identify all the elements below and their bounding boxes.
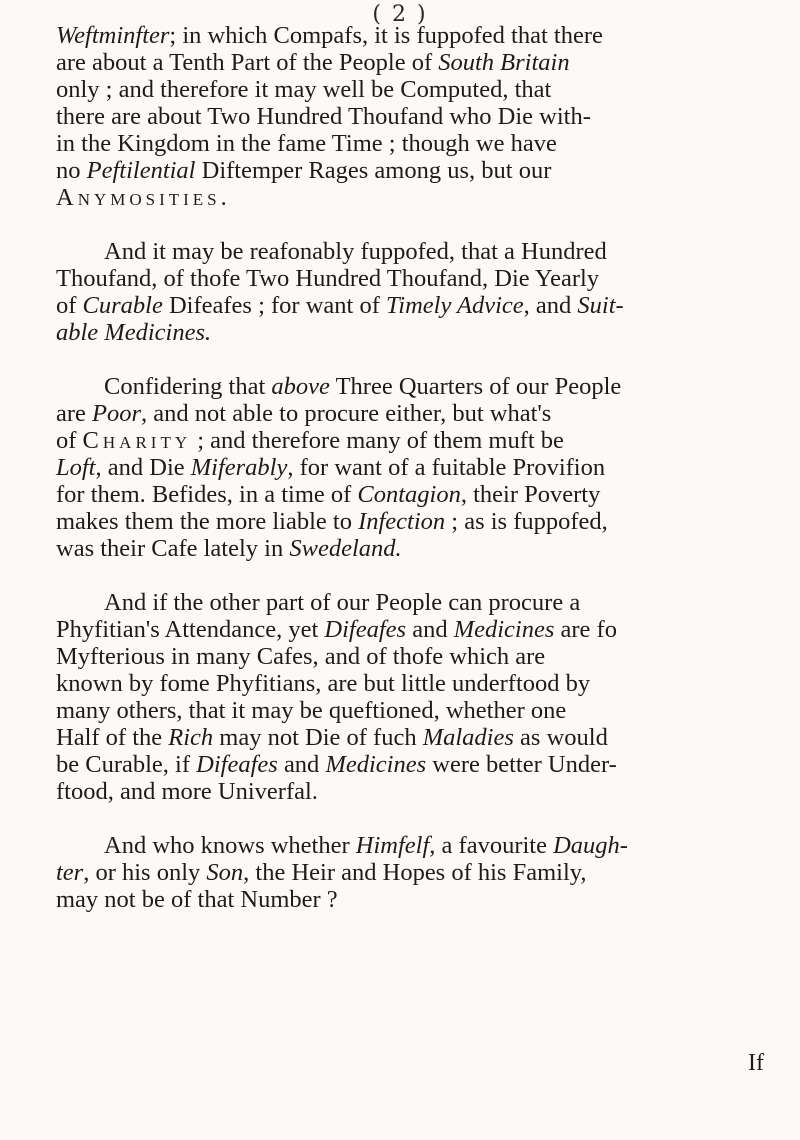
text-segment: ; in which Compafs, it is fuppofed that there [169,22,603,49]
text-line [56,157,766,184]
text-segment: are fo [554,616,617,643]
text-line [56,76,766,103]
text-line [56,22,766,49]
text-line [56,535,766,562]
paragraph [56,589,766,805]
text-segment: of [56,427,83,454]
italic-text: Peftilential [86,157,196,184]
text-line [56,832,766,859]
italic-text: South Britain [438,49,570,76]
text-segment: ; and therefore many of them muft be [191,427,564,454]
italic-text: Miferably [190,454,288,481]
text-segment: as would [513,724,608,751]
italic-text: Himfelf [355,832,430,859]
text-segment: was their Cafe lately in [56,535,290,562]
text-segment: Myfterious in many Cafes, and of thofe which are [56,643,546,670]
italic-text: Weftminfter [56,22,170,49]
text-line [56,238,766,265]
text-segment: , the Heir and Hopes of his Family, [243,859,587,886]
text-segment: , and Die [95,454,191,481]
text-segment: Phyfitian's Attendance, yet [56,616,325,643]
paragraph-gap [56,805,766,832]
italic-text: Infection [358,508,446,535]
page-number: ( 2 ) [372,2,428,27]
italic-text: Contagion [357,481,461,508]
small-caps-text: Charity [82,427,192,454]
text-line [56,508,766,535]
text-segment: ftood, and more Univerfal. [56,778,318,805]
text-segment: may not Die of fuch [213,724,423,751]
paragraph-gap [56,346,766,373]
italic-text: Poor [92,400,142,427]
italic-text: Loft [56,454,96,481]
text-line [56,697,766,724]
italic-text: Curable [82,292,163,319]
text-segment: be Curable, if [56,751,197,778]
text-segment: are about a Tenth Part of the People of [56,49,439,76]
small-caps-text: Anymosities. [56,184,231,211]
catchword: If [748,1050,764,1076]
italic-text: Difeafes [196,751,278,778]
italic-text: ter [56,859,84,886]
italic-text: Medicines [453,616,555,643]
text-line [56,427,766,454]
text-line [56,400,766,427]
text-segment: , for want of a fuitable Provifion [287,454,606,481]
italic-text: Son [206,859,244,886]
text-segment: Confidering that [104,373,272,400]
text-segment: And who knows whether [104,832,356,859]
italic-text: Suit- [577,292,624,319]
text-segment: Diftemper Rages among us, but our [195,157,552,184]
text-line [56,130,766,157]
italic-text: above [271,373,330,400]
text-segment: And if the other part of our People can procure a [104,589,581,616]
text-segment: may not be of that Number ? [56,886,338,913]
text-segment: are [56,400,93,427]
text-line [56,184,766,211]
text-line [56,886,766,913]
paragraph [56,373,766,562]
italic-text: Swedeland. [289,535,402,562]
text-line [56,670,766,697]
italic-text: able Medicines. [56,319,212,346]
text-line [56,49,766,76]
text-segment: no [56,157,87,184]
text-segment: , and [523,292,578,319]
paragraph [56,22,766,211]
text-line [56,778,766,805]
text-segment: of [56,292,83,319]
text-segment: makes them the more liable to [56,508,359,535]
text-segment: and [406,616,454,643]
text-line [56,265,766,292]
paragraph-gap [56,211,766,238]
text-line [56,481,766,508]
text-segment: there are about Two Hundred Thoufand who Die with- [56,103,591,130]
text-line [56,616,766,643]
text-segment: Three Quarters of our People [329,373,622,400]
text-segment: , or his only [83,859,207,886]
text-line [56,373,766,400]
text-line [56,724,766,751]
body-text [56,22,766,913]
text-segment: and [277,751,326,778]
text-line [56,292,766,319]
text-line [56,751,766,778]
italic-text: Daugh- [553,832,628,859]
text-segment: And it may be reafonably fuppofed, that a Hundred [104,238,607,265]
text-segment: ; as is fuppofed, [445,508,608,535]
text-line [56,589,766,616]
text-line [56,454,766,481]
text-segment: known by fome Phyfitians, are but little underftood by [56,670,591,697]
text-line [56,643,766,670]
text-line [56,103,766,130]
paragraph [56,238,766,346]
paragraph-gap [56,562,766,589]
text-segment: for them. Befides, in a time of [56,481,358,508]
italic-text: Rich [168,724,214,751]
italic-text: Difeafes [324,616,407,643]
paragraph [56,832,766,913]
italic-text: Maladies [422,724,514,751]
text-segment: many others, that it may be queftioned, whether one [56,697,567,724]
text-line [56,319,766,346]
italic-text: Medicines [325,751,427,778]
italic-text: Timely Advice [386,292,524,319]
text-segment: , and not able to procure either, but what's [141,400,552,427]
text-segment: only ; and therefore it may well be Computed, that [56,76,552,103]
text-segment: , a favourite [429,832,554,859]
text-segment: Half of the [56,724,169,751]
text-segment: Thoufand, of thofe Two Hundred Thoufand, Die Yearly [56,265,600,292]
text-segment: were better Under- [426,751,617,778]
text-line [56,859,766,886]
text-segment: Difeafes ; for want of [162,292,386,319]
text-segment: , their Poverty [460,481,601,508]
text-segment: in the Kingdom in the fame Time ; though we have [56,130,557,157]
